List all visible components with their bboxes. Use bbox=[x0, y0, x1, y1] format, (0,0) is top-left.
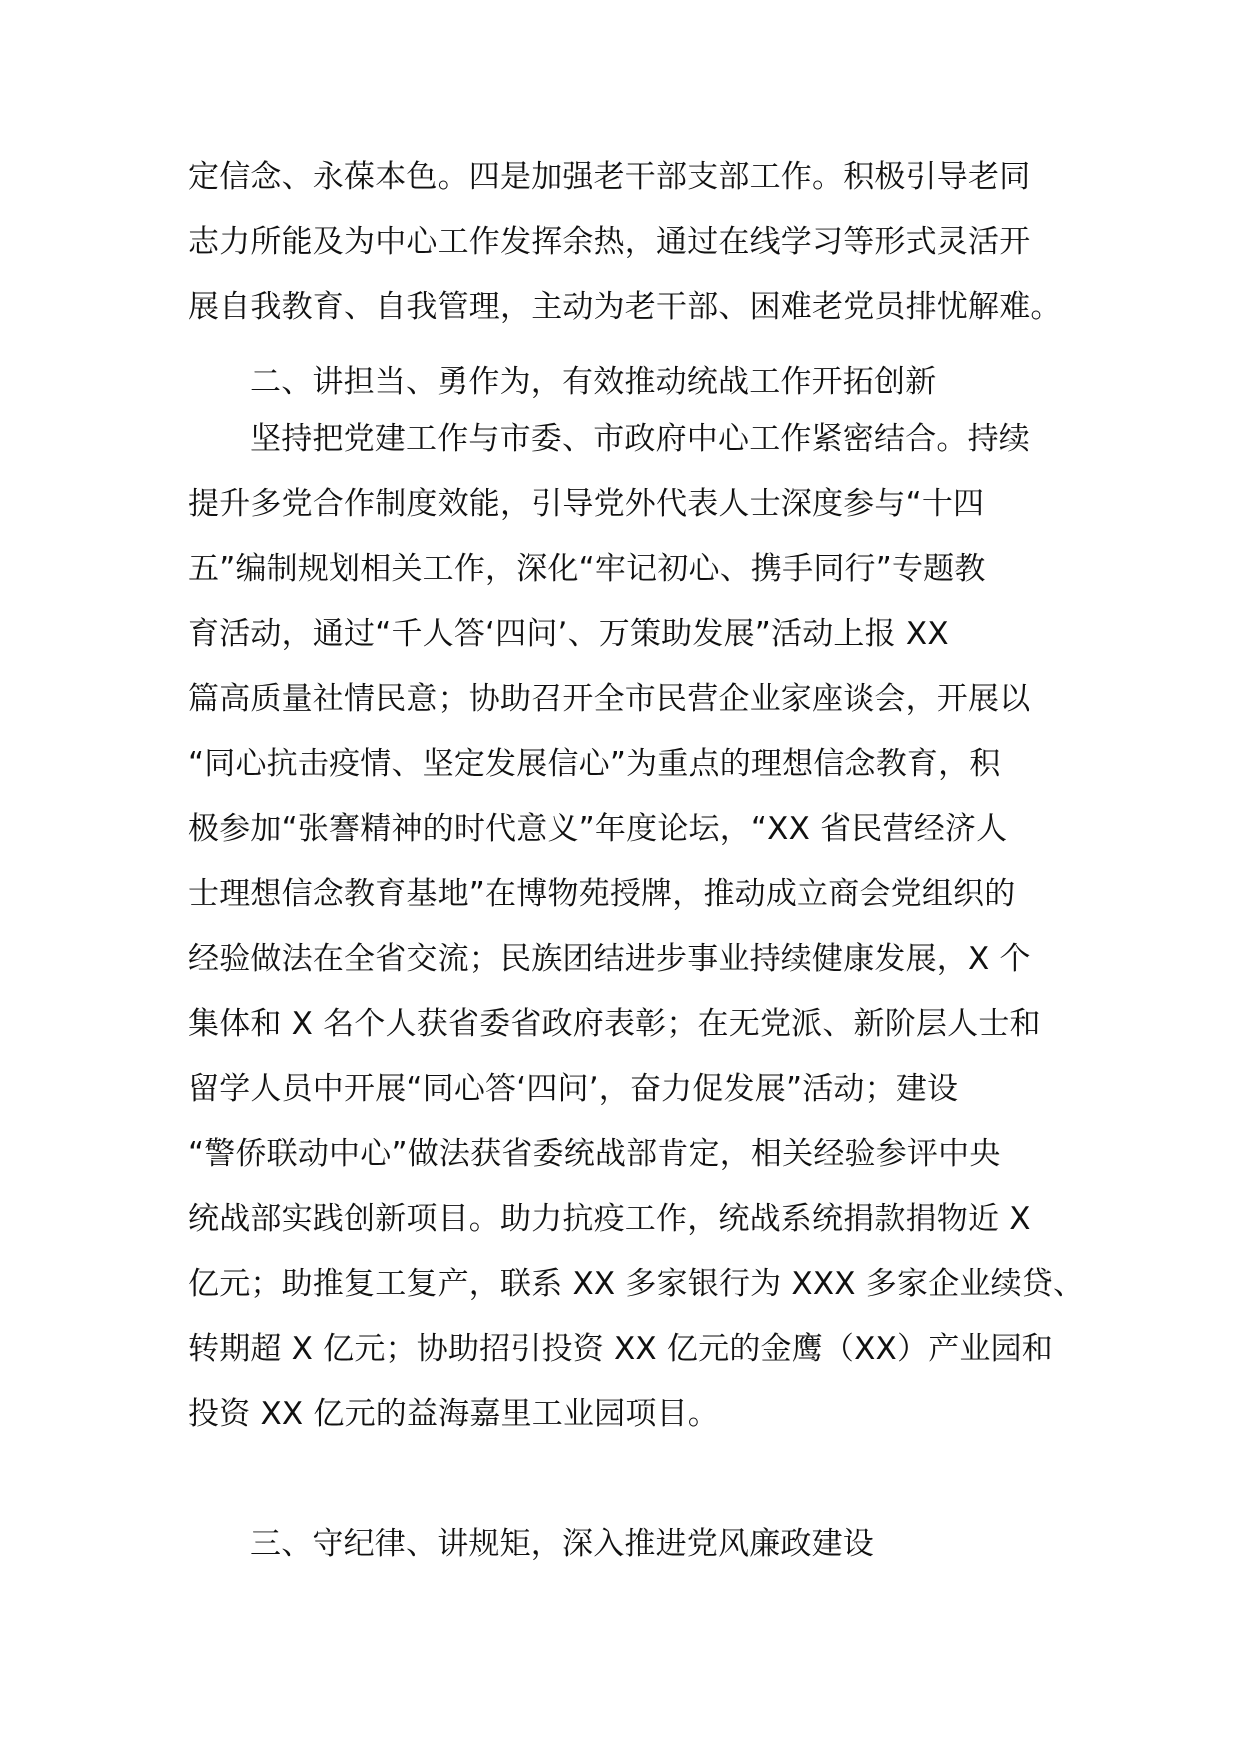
section-heading-2 bbox=[188, 350, 1068, 415]
text-line: 五”编制规划相关工作，深化“牢记初心、携手同行”专题教 bbox=[188, 551, 986, 587]
paragraph-continuation bbox=[188, 145, 1068, 340]
text-line: 投资 XX 亿元的益海嘉里工业园项目。 bbox=[188, 1396, 719, 1432]
text-line: 集体和 X 名个人获省委省政府表彰；在无党派、新阶层人士和 bbox=[188, 1006, 1041, 1042]
text-line: 志力所能及为中心工作发挥余热，通过在线学习等形式灵活开 bbox=[188, 224, 1031, 260]
text-line: 坚持把党建工作与市委、市政府中心工作紧密结合。持续 bbox=[250, 421, 1030, 457]
text-line: 经验做法在全省交流；民族团结进步事业持续健康发展，X 个 bbox=[188, 941, 1031, 977]
text-line: “警侨联动中心”做法获省委统战部肯定，相关经验参评中央 bbox=[188, 1136, 1001, 1172]
text-line: 篇高质量社情民意；协助召开全市民营企业家座谈会，开展以 bbox=[188, 681, 1031, 717]
text-line: 展自我教育、自我管理，主动为老干部、困难老党员排忧解难。 bbox=[188, 289, 1062, 325]
section-heading-3 bbox=[188, 1512, 1068, 1577]
text-line: “同心抗击疫情、坚定发展信心”为重点的理想信念教育，积 bbox=[188, 746, 1001, 782]
text-line: 育活动，通过“千人答‘四问’、万策助发展”活动上报 XX bbox=[188, 616, 949, 652]
text-line: 极参加“张謇精神的时代意义”年度论坛，“XX 省民营经济人 bbox=[188, 811, 1008, 847]
heading-text: 三、守纪律、讲规矩，深入推进党风廉政建设 bbox=[250, 1526, 874, 1562]
text-line: 统战部实践创新项目。助力抗疫工作，统战系统捐款捐物近 X bbox=[188, 1201, 1031, 1237]
paragraph-section-2 bbox=[188, 407, 1085, 1447]
text-line: 提升多党合作制度效能，引导党外代表人士深度参与“十四 bbox=[188, 486, 985, 522]
text-line: 转期超 X 亿元；协助招引投资 XX 亿元的金鹰（XX）产业园和 bbox=[188, 1331, 1053, 1367]
text-line: 亿元；助推复工复产，联系 XX 多家银行为 XXX 多家企业续贷、 bbox=[188, 1266, 1085, 1302]
text-line: 定信念、永葆本色。四是加强老干部支部工作。积极引导老同 bbox=[188, 159, 1031, 195]
text-line: 士理想信念教育基地”在博物苑授牌，推动成立商会党组织的 bbox=[188, 876, 1016, 912]
heading-text: 二、讲担当、勇作为，有效推动统战工作开拓创新 bbox=[250, 364, 937, 400]
text-line: 留学人员中开展“同心答‘四问’，奋力促发展”活动；建设 bbox=[188, 1071, 959, 1107]
